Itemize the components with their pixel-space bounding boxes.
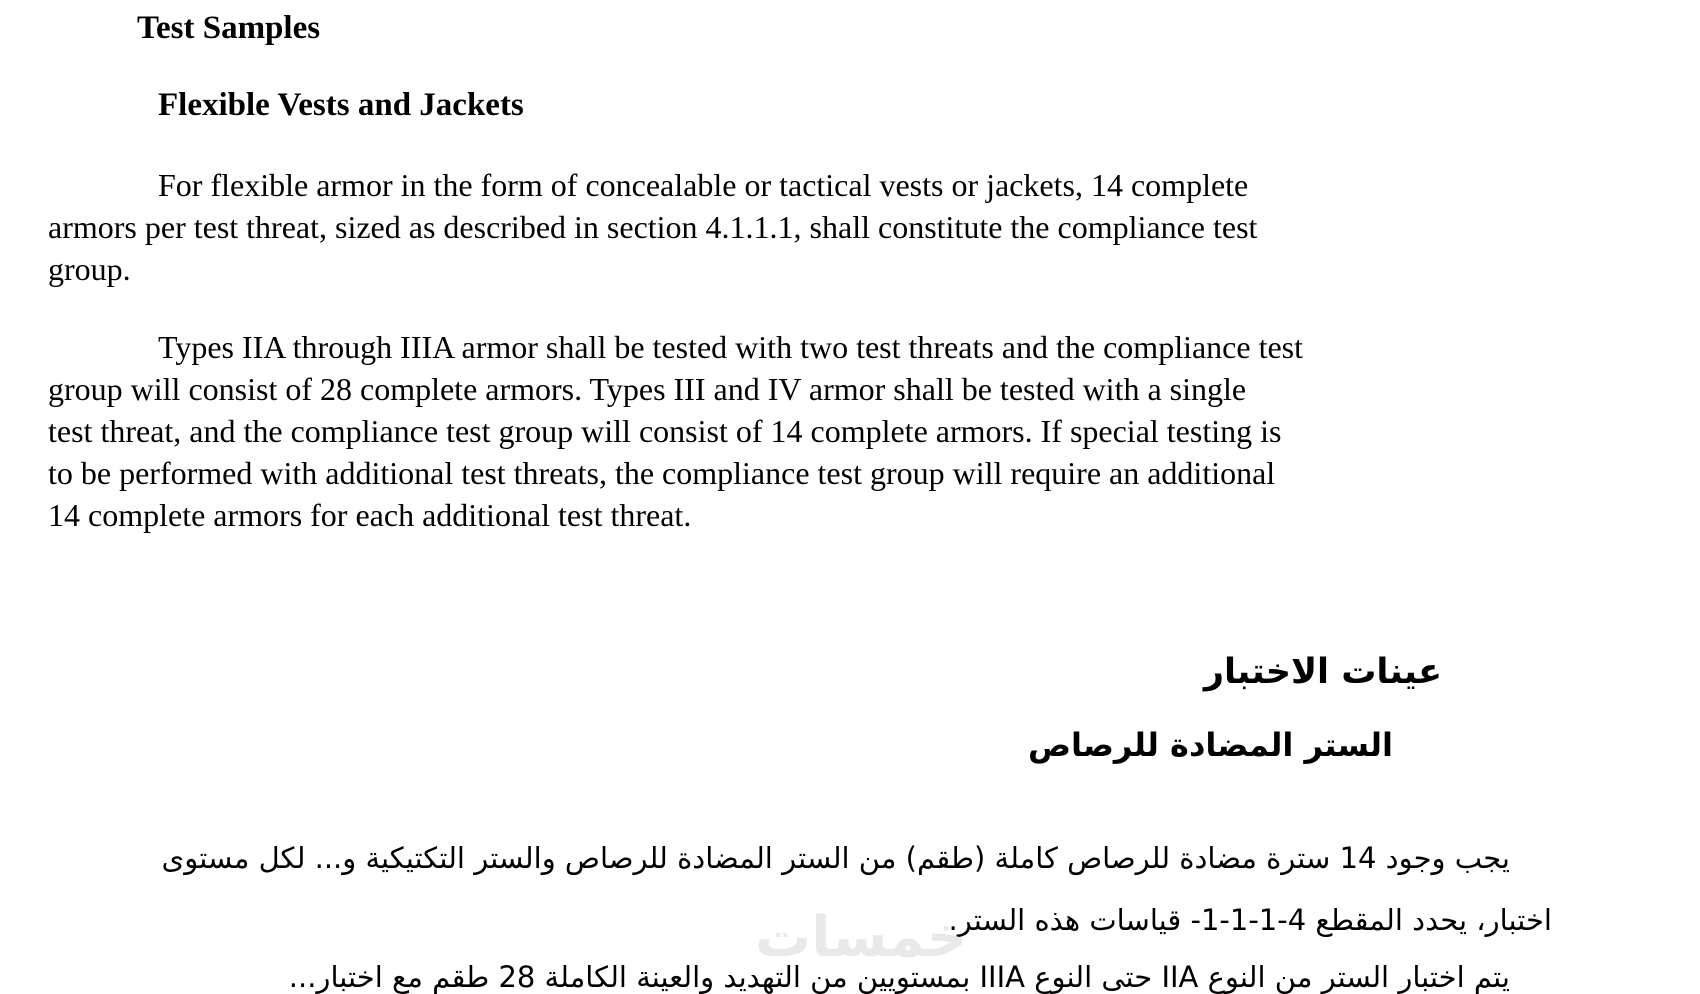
- arabic-subheading: الستر المضادة للرصاص: [1027, 726, 1393, 764]
- paragraph-1: [48, 164, 1488, 290]
- paragraph-line: armors per test threat, sized as described in section 4.1.1.1, shall constitute the compliance test: [48, 209, 1258, 245]
- arabic-heading: عينات الاختبار: [1203, 652, 1442, 692]
- paragraph-2: [48, 326, 1488, 536]
- section-heading: Test Samples: [137, 10, 321, 46]
- paragraph-line: Types IIA through IIIA armor shall be tested with two test threats and the compliance test: [158, 329, 1304, 365]
- paragraph-line: group.: [48, 251, 131, 287]
- paragraph-line: group will consist of 28 complete armors. Types III and IV armor shall be tested with a single: [48, 371, 1247, 407]
- arabic-paragraph-line: اختبار، يحدد المقطع 4-1-1-1- قياسات هذه الستر.: [948, 903, 1552, 937]
- arabic-paragraph-line: يتم اختبار الستر من النوع IIA حتى النوع IIIA بمستويين من التهديد والعينة الكاملة 28 طقم مع اختبار...: [288, 960, 1510, 994]
- paragraph-line: to be performed with additional test threats, the compliance test group will require an additional: [48, 455, 1276, 491]
- arabic-paragraph-line: يجب وجود 14 سترة مضادة للرصاص كاملة (طقم) من الستر المضادة للرصاص والستر التكتيكية و... لكل مستوى: [161, 841, 1510, 875]
- subsection-heading: Flexible Vests and Jackets: [158, 87, 524, 123]
- paragraph-line: test threat, and the compliance test group will consist of 14 complete armors. If special testing is: [48, 413, 1282, 449]
- watermark-logo: خمسات: [755, 905, 968, 970]
- paragraph-line: 14 complete armors for each additional test threat.: [48, 497, 692, 533]
- paragraph-line: For flexible armor in the form of concealable or tactical vests or jackets, 14 complete: [158, 167, 1249, 203]
